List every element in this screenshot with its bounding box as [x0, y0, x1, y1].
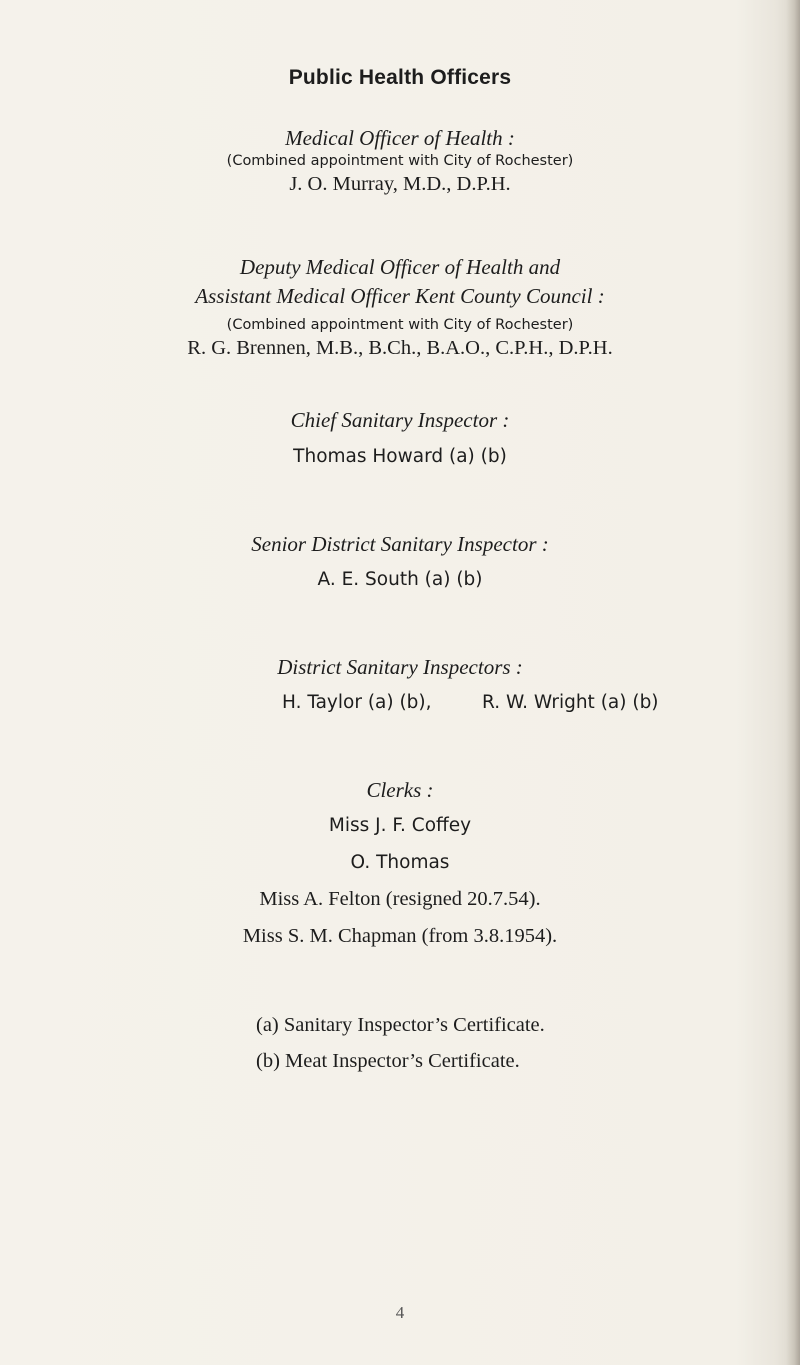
clerk-name: Miss S. M. Chapman (from 3.8.1954).	[242, 925, 558, 947]
deputy-role-line2: Assistant Medical Officer Kent County Council :	[195, 284, 605, 308]
deputy-note: (Combined appointment with City of Rochester)	[226, 317, 574, 333]
district-name-2: R. W. Wright (a) (b)	[482, 692, 659, 713]
deputy-role-line1: Deputy Medical Officer of Health and	[239, 255, 561, 279]
moh-role: Medical Officer of Health :	[285, 126, 515, 150]
senior-role: Senior District Sanitary Inspector :	[251, 532, 549, 556]
chief-name: Thomas Howard (a) (b)	[293, 446, 507, 467]
moh-note: (Combined appointment with City of Rochester)	[226, 153, 574, 169]
page-title: Public Health Officers	[288, 66, 512, 89]
district-name-1: H. Taylor (a) (b),	[282, 692, 432, 713]
clerk-name: Miss J. F. Coffey	[328, 815, 472, 836]
footnote-b: (b) Meat Inspector’s Certificate.	[256, 1050, 520, 1072]
senior-name: A. E. South (a) (b)	[317, 569, 483, 590]
page-number: 4	[395, 1303, 405, 1322]
clerk-name: Miss A. Felton (resigned 20.7.54).	[259, 888, 541, 910]
moh-name: J. O. Murray, M.D., D.P.H.	[289, 173, 511, 195]
page-edge-shadow	[786, 0, 800, 1365]
clerk-name: O. Thomas	[350, 852, 450, 873]
footnote-a: (a) Sanitary Inspector’s Certificate.	[256, 1014, 545, 1036]
deputy-name: R. G. Brennen, M.B., B.Ch., B.A.O., C.P.H., D.P.H.	[187, 337, 613, 359]
chief-role: Chief Sanitary Inspector :	[290, 408, 510, 432]
clerks-role: Clerks :	[366, 778, 434, 802]
district-role: District Sanitary Inspectors :	[277, 655, 523, 679]
